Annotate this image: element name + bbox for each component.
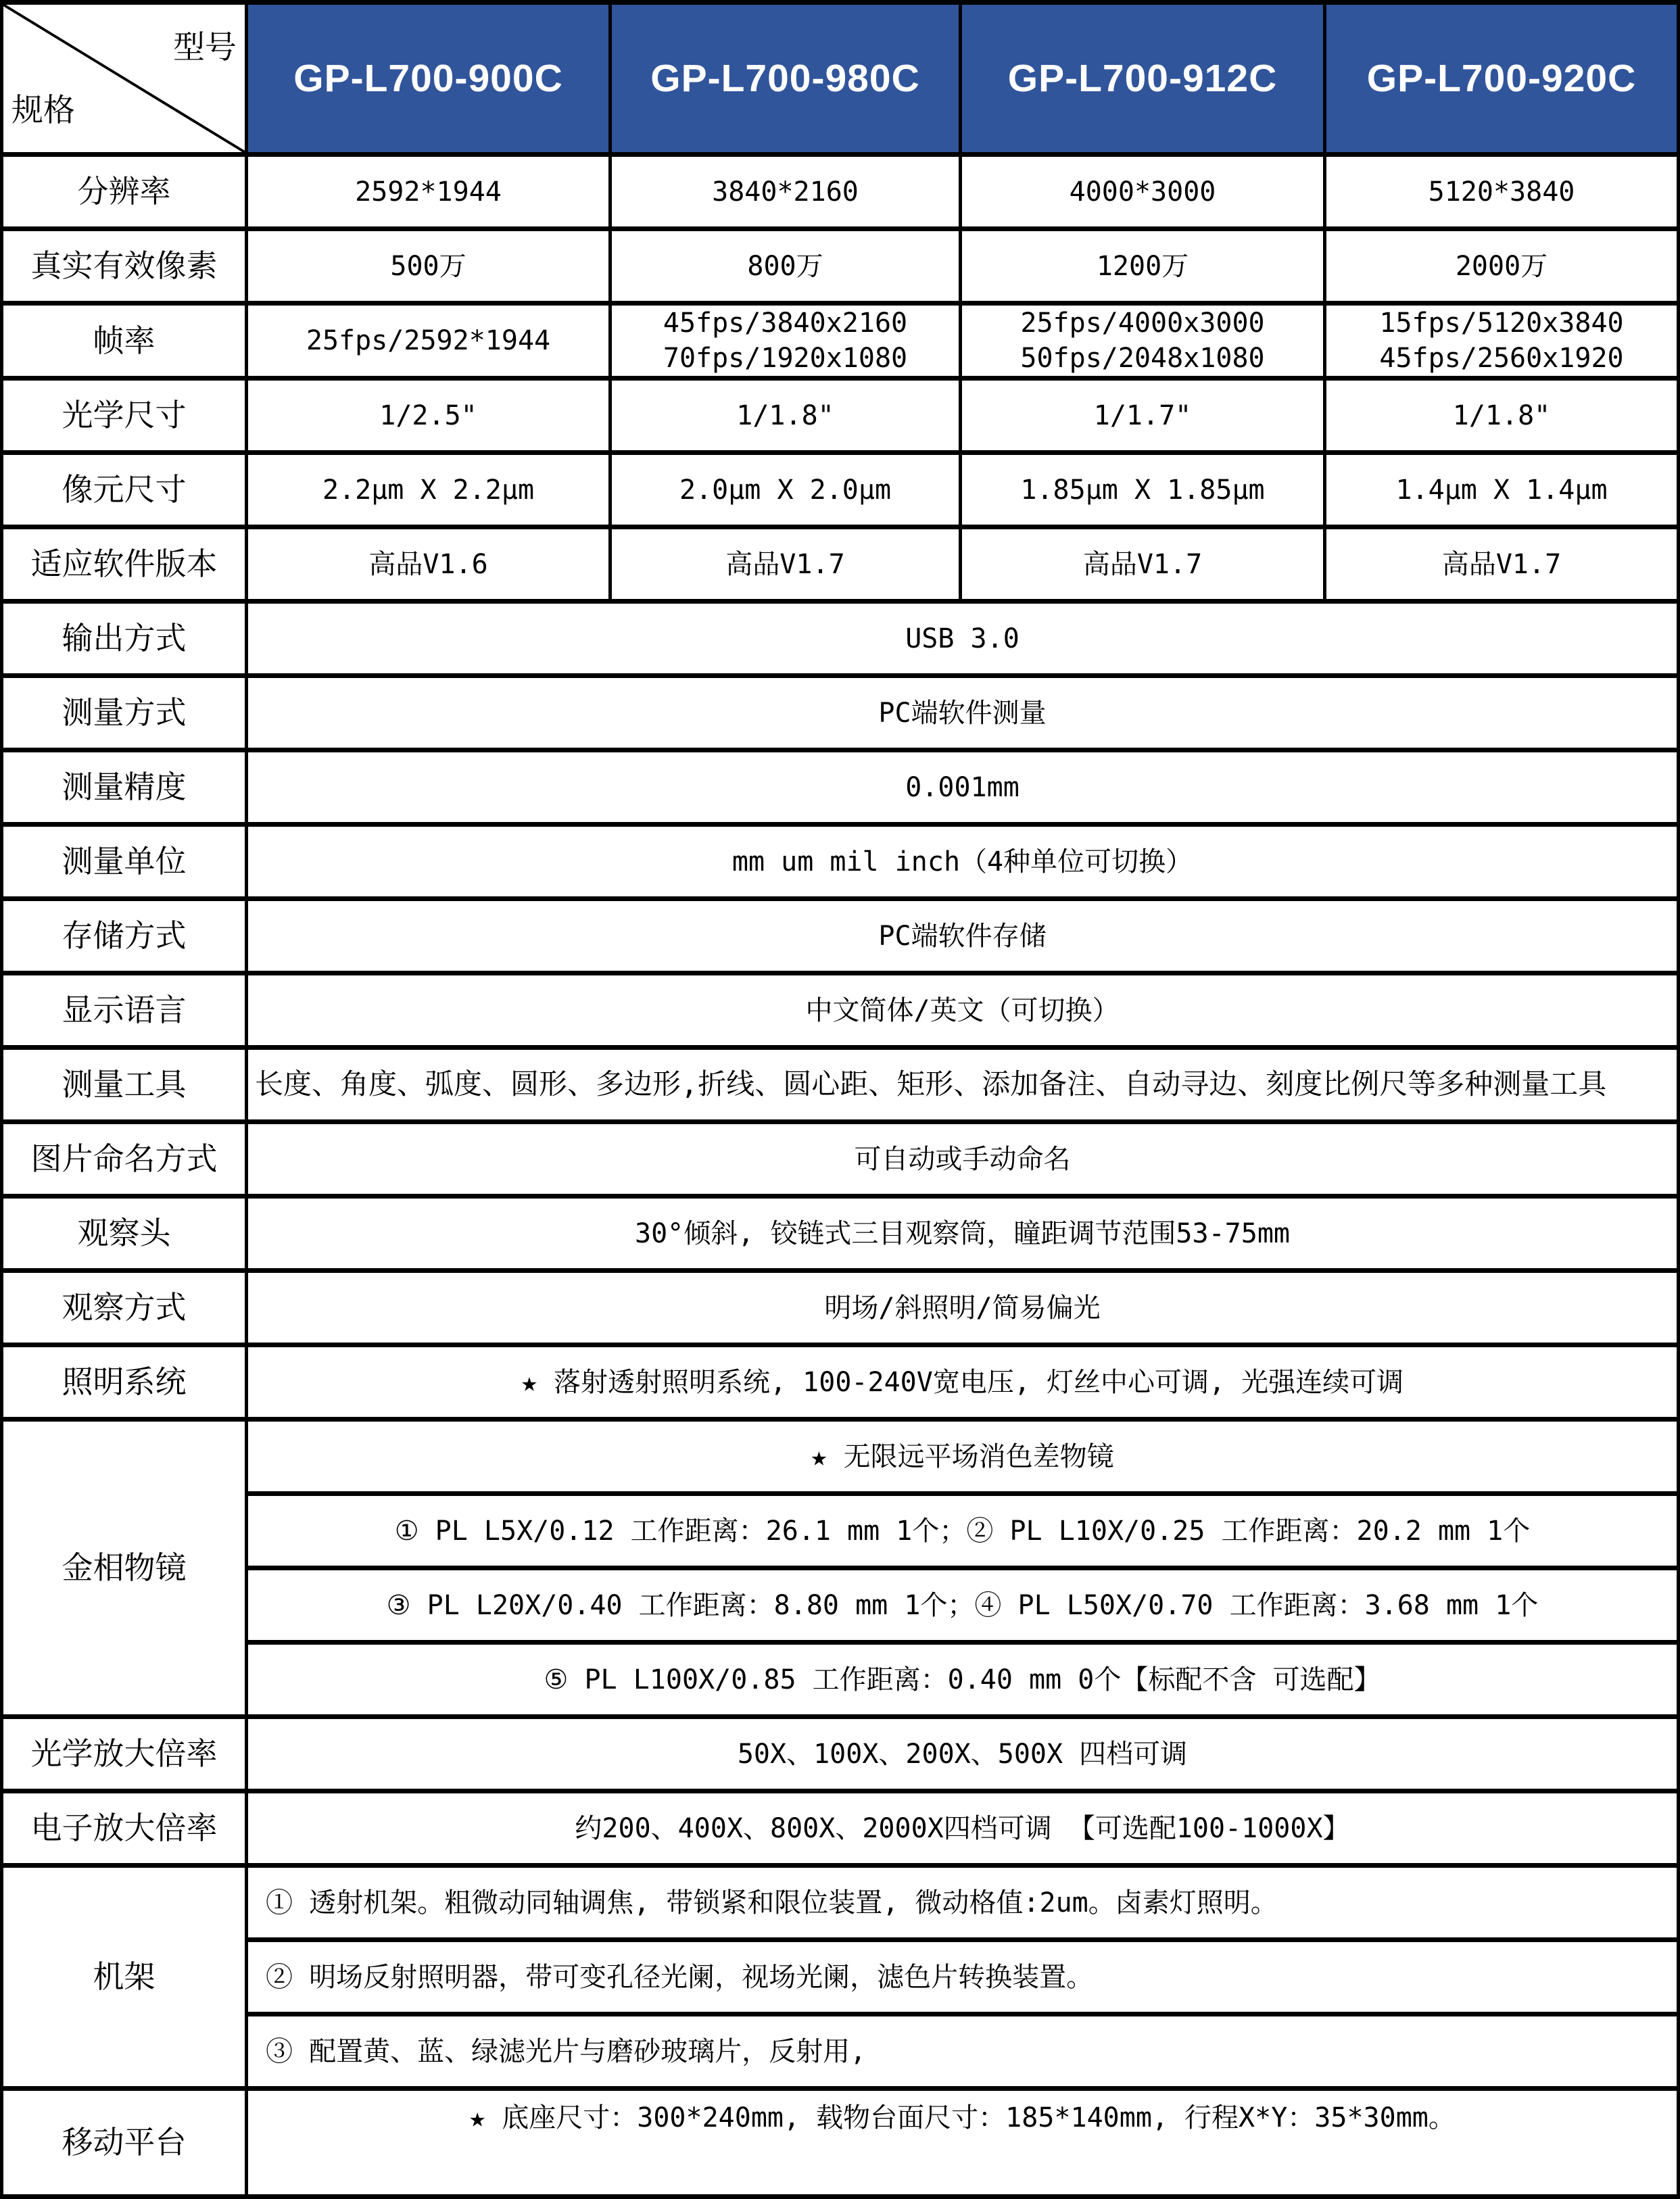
cell-line: 15fps/5120x3840 xyxy=(1379,308,1624,339)
model-header-912c: GP-L700-912C xyxy=(961,3,1325,155)
cell-value: PC端软件存储 xyxy=(247,899,1679,973)
cell-value: PC端软件测量 xyxy=(247,676,1679,750)
cell-value xyxy=(610,304,961,379)
row-objectives-1 xyxy=(2,1420,1679,1494)
corner-spec-label: 规格 xyxy=(11,92,75,128)
cell-value: 中文简体/英文（可切换） xyxy=(247,973,1679,1048)
model-header-980c: GP-L700-980C xyxy=(610,3,961,155)
cell-value xyxy=(1325,304,1679,379)
row-measure-tools xyxy=(2,1048,1679,1122)
header-row xyxy=(2,3,1679,155)
row-software-version xyxy=(2,527,1679,602)
cell-value: 可自动或手动命名 xyxy=(247,1122,1679,1197)
cell-value: USB 3.0 xyxy=(247,602,1679,676)
row-label: 真实有效像素 xyxy=(2,229,247,304)
cell-value: 30°倾斜, 铰链式三目观察筒，瞳距调节范围53-75mm xyxy=(247,1197,1679,1271)
row-label: 光学尺寸 xyxy=(2,379,247,453)
row-label: 适应软件版本 xyxy=(2,527,247,602)
cell-line: 25fps/4000x3000 xyxy=(1020,308,1265,339)
cell-value: 2592*1944 xyxy=(247,155,610,229)
row-digital-mag xyxy=(2,1791,1679,1866)
cell-value: 1/1.8" xyxy=(1325,379,1679,453)
cell-value: ① PL L5X/0.12 工作距离：26.1 mm 1个；② PL L10X/0.25 工作距离：20.2 mm 1个 xyxy=(247,1494,1679,1568)
cell-value: 约200、400X、800X、2000X四档可调 【可选配100-1000X】 xyxy=(247,1791,1679,1866)
cell-value: 高品V1.7 xyxy=(961,527,1325,602)
corner-cell xyxy=(2,3,247,155)
row-label: 测量精度 xyxy=(2,750,247,825)
row-label: 照明系统 xyxy=(2,1345,247,1420)
cell-value: 1.4μm X 1.4μm xyxy=(1325,453,1679,527)
cell-value: 长度、角度、弧度、圆形、多边形,折线、圆心距、矩形、添加备注、自动寻边、刻度比例尺等多种测量工具 xyxy=(247,1048,1679,1122)
row-label: 像元尺寸 xyxy=(2,453,247,527)
row-label: 观察头 xyxy=(2,1197,247,1271)
row-label: 分辨率 xyxy=(2,155,247,229)
cell-value: 5120*3840 xyxy=(1325,155,1679,229)
row-label: 帧率 xyxy=(2,304,247,379)
cell-value xyxy=(247,304,610,379)
cell-value: 1.85μm X 1.85μm xyxy=(961,453,1325,527)
cell-value: 高品V1.7 xyxy=(610,527,961,602)
cell-line: 70fps/1920x1080 xyxy=(663,343,908,374)
cell-line: 45fps/2560x1920 xyxy=(1379,343,1624,374)
cell-value: 2000万 xyxy=(1325,229,1679,304)
cell-line: 50fps/2048x1080 xyxy=(1020,343,1265,374)
row-effective-pixels xyxy=(2,229,1679,304)
row-label: 显示语言 xyxy=(2,973,247,1048)
row-objectives-3 xyxy=(2,1568,1679,1643)
row-label: 测量单位 xyxy=(2,825,247,899)
row-measure-units xyxy=(2,825,1679,899)
row-frame-rate xyxy=(2,304,1679,379)
cell-value: 高品V1.6 xyxy=(247,527,610,602)
cell-value: 1/1.7" xyxy=(961,379,1325,453)
cell-value: ⑤ PL L100X/0.85 工作距离：0.40 mm 0个【标配不含 可选配】 xyxy=(247,1643,1679,1717)
row-output xyxy=(2,602,1679,676)
row-objectives-4 xyxy=(2,1643,1679,1717)
row-measure-method xyxy=(2,676,1679,750)
cell-value: ★ 落射透射照明系统, 100-240V宽电压, 灯丝中心可调, 光强连续可调 xyxy=(247,1345,1679,1420)
row-optical-size xyxy=(2,379,1679,453)
row-language xyxy=(2,973,1679,1048)
model-header-920c: GP-L700-920C xyxy=(1325,3,1679,155)
row-observation-head xyxy=(2,1197,1679,1271)
row-image-naming xyxy=(2,1122,1679,1197)
cell-value: ③ 配置黄、蓝、绿滤光片与磨砂玻璃片，反射用, xyxy=(247,2014,1679,2089)
row-pixel-size xyxy=(2,453,1679,527)
row-stand-3 xyxy=(2,2014,1679,2089)
cell-value: 1/2.5" xyxy=(247,379,610,453)
cell-value xyxy=(961,304,1325,379)
row-resolution xyxy=(2,155,1679,229)
row-label: 移动平台 xyxy=(2,2089,247,2197)
cell-line: 25fps/2592*1944 xyxy=(306,325,551,356)
cell-value: 2.2μm X 2.2μm xyxy=(247,453,610,527)
cell-value: 1200万 xyxy=(961,229,1325,304)
cell-value: ★ 底座尺寸：300*240mm, 载物台面尺寸：185*140mm, 行程X*Y：35*30mm。 xyxy=(247,2089,1679,2197)
row-platform xyxy=(2,2089,1679,2197)
row-label: 测量方式 xyxy=(2,676,247,750)
cell-value: 明场/斜照明/简易偏光 xyxy=(247,1271,1679,1345)
row-label: 电子放大倍率 xyxy=(2,1791,247,1866)
cell-value: 500万 xyxy=(247,229,610,304)
corner-model-label: 型号 xyxy=(173,29,237,65)
cell-value: 4000*3000 xyxy=(961,155,1325,229)
row-objectives-2 xyxy=(2,1494,1679,1568)
cell-value: ① 透射机架。粗微动同轴调焦, 带锁紧和限位装置, 微动格值:2um。卤素灯照明。 xyxy=(247,1866,1679,1940)
cell-value: 50X、100X、200X、500X 四档可调 xyxy=(247,1717,1679,1791)
row-label: 存储方式 xyxy=(2,899,247,973)
cell-value: 高品V1.7 xyxy=(1325,527,1679,602)
row-measure-precision xyxy=(2,750,1679,825)
row-optical-mag xyxy=(2,1717,1679,1791)
row-label: 图片命名方式 xyxy=(2,1122,247,1197)
cell-value: 800万 xyxy=(610,229,961,304)
row-storage xyxy=(2,899,1679,973)
cell-value: ② 明场反射照明器，带可变孔径光阑，视场光阑，滤色片转换装置。 xyxy=(247,1940,1679,2014)
row-label: 金相物镜 xyxy=(2,1420,247,1717)
row-label: 测量工具 xyxy=(2,1048,247,1122)
cell-value: 2.0μm X 2.0μm xyxy=(610,453,961,527)
model-header-900c: GP-L700-900C xyxy=(247,3,610,155)
cell-value: ★ 无限远平场消色差物镜 xyxy=(247,1420,1679,1494)
cell-value: 3840*2160 xyxy=(610,155,961,229)
row-label: 光学放大倍率 xyxy=(2,1717,247,1791)
row-observation-mode xyxy=(2,1271,1679,1345)
row-label: 机架 xyxy=(2,1866,247,2089)
cell-value: 1/1.8" xyxy=(610,379,961,453)
cell-value: ③ PL L20X/0.40 工作距离：8.80 mm 1个；④ PL L50X/0.70 工作距离：3.68 mm 1个 xyxy=(247,1568,1679,1643)
row-stand-1 xyxy=(2,1866,1679,1940)
cell-value: 0.001mm xyxy=(247,750,1679,825)
cell-line: 45fps/3840x2160 xyxy=(663,308,908,339)
row-stand-2 xyxy=(2,1940,1679,2014)
row-illumination xyxy=(2,1345,1679,1420)
row-label: 输出方式 xyxy=(2,602,247,676)
row-label: 观察方式 xyxy=(2,1271,247,1345)
cell-value: mm um mil inch（4种单位可切换） xyxy=(247,825,1679,899)
